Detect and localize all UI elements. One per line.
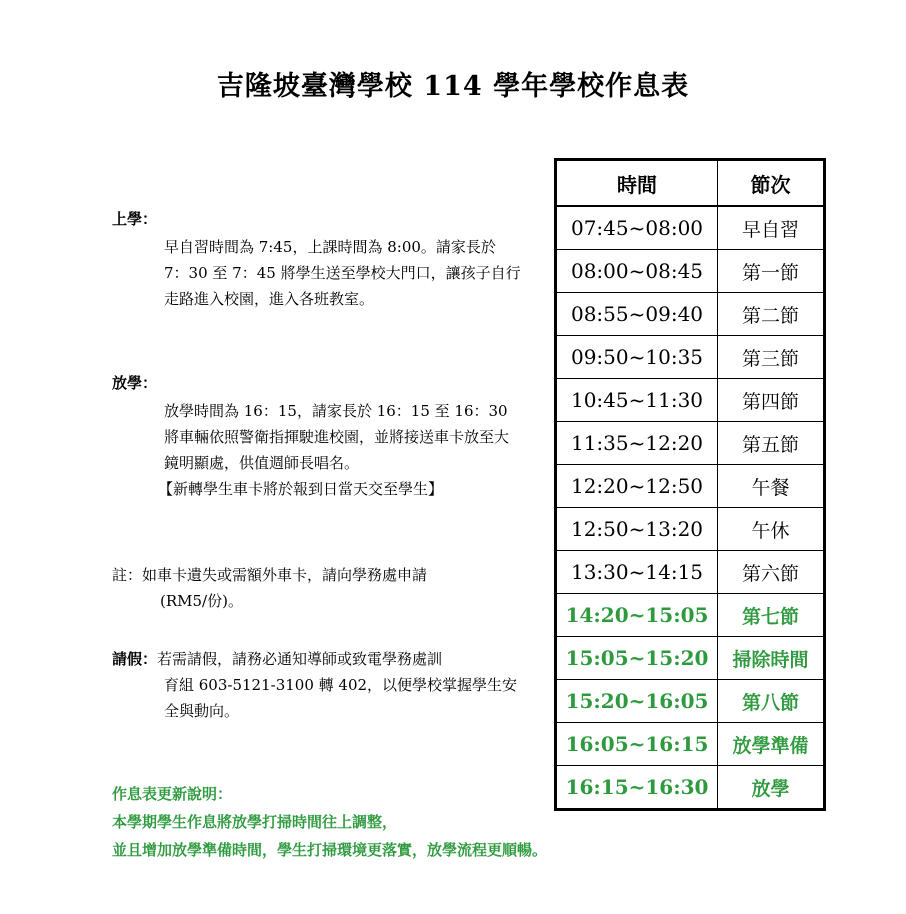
- table-header-row: [556, 160, 825, 207]
- time-cell: 11:35~12:20: [556, 422, 718, 465]
- period-cell: 第一節: [718, 250, 825, 293]
- schedule-body: [556, 206, 825, 810]
- update-notes: [112, 780, 547, 864]
- time-cell: 08:55~09:40: [556, 293, 718, 336]
- school-in-text: 早自習時間為 7:45，上課時間為 8:00。請家長於 7：30 至 7：45 將學生送至學校大門口，讓孩子自行走路進入校園，進入各班教室。: [164, 238, 521, 308]
- time-cell: 12:20~12:50: [556, 465, 718, 508]
- update-line2: 本學期學生作息將放學打掃時間往上調整，: [112, 813, 398, 831]
- header-period: 節次: [718, 160, 825, 207]
- period-cell: 第七節: [718, 594, 825, 637]
- header-time: 時間: [556, 160, 718, 207]
- time-cell: 15:05~15:20: [556, 637, 718, 680]
- table-row: [556, 766, 825, 810]
- time-cell: 09:50~10:35: [556, 336, 718, 379]
- table-row: [556, 250, 825, 293]
- table-row: [556, 637, 825, 680]
- leave-heading: 請假：: [112, 650, 158, 668]
- time-cell: 13:30~14:15: [556, 551, 718, 594]
- period-cell: 第五節: [718, 422, 825, 465]
- period-cell: 放學: [718, 766, 825, 810]
- time-cell: 16:05~16:15: [556, 723, 718, 766]
- update-line1: 作息表更新說明：: [112, 785, 233, 803]
- time-cell: 08:00~08:45: [556, 250, 718, 293]
- card-note-section: [112, 562, 427, 614]
- table-row: [556, 465, 825, 508]
- period-cell: 早自習: [718, 206, 825, 250]
- period-cell: 放學準備: [718, 723, 825, 766]
- table-row: [556, 594, 825, 637]
- card-note-text: 如車卡遺失或需額外車卡，請向學務處申請: [142, 566, 428, 584]
- school-out-heading: 放學：: [112, 374, 158, 392]
- table-row: [556, 379, 825, 422]
- time-cell: 12:50~13:20: [556, 508, 718, 551]
- table-row: [556, 508, 825, 551]
- period-cell: 第三節: [718, 336, 825, 379]
- table-row: [556, 336, 825, 379]
- period-cell: 第八節: [718, 680, 825, 723]
- leave-text2: 育組 603-5121-3100 轉 402，以便學校掌握學生安全與動向。: [164, 676, 518, 720]
- time-cell: 07:45~08:00: [556, 206, 718, 250]
- time-cell: 16:15~16:30: [556, 766, 718, 810]
- table-row: [556, 293, 825, 336]
- leave-section: [112, 646, 521, 724]
- school-out-section: [112, 370, 521, 502]
- school-in-heading: 上學：: [112, 210, 158, 228]
- period-cell: 第二節: [718, 293, 825, 336]
- school-out-text: 放學時間為 16：15，請家長於 16：15 至 16：30 將車輛依照警衛指揮駛進校園，並將接送車卡放至大鏡明顯處，供值週師長唱名。: [164, 402, 510, 472]
- period-cell: 午餐: [718, 465, 825, 508]
- card-note-text2: (RM5/份)。: [160, 592, 243, 610]
- table-row: [556, 723, 825, 766]
- table-row: [556, 422, 825, 465]
- table-row: [556, 680, 825, 723]
- time-cell: 10:45~11:30: [556, 379, 718, 422]
- time-cell: 15:20~16:05: [556, 680, 718, 723]
- period-cell: 第四節: [718, 379, 825, 422]
- leave-text: 若需請假，請務必通知導師或致電學務處訓: [157, 650, 443, 668]
- time-cell: 14:20~15:05: [556, 594, 718, 637]
- period-cell: 掃除時間: [718, 637, 825, 680]
- update-line3: 並且增加放學準備時間，學生打掃環境更落實，放學流程更順暢。: [112, 841, 548, 859]
- period-cell: 第六節: [718, 551, 825, 594]
- school-in-section: [112, 206, 521, 312]
- schedule-table: [554, 158, 826, 811]
- period-cell: 午休: [718, 508, 825, 551]
- school-out-note: 【新轉學生車卡將於報到日當天交至學生】: [158, 480, 444, 498]
- card-note-heading: 註：: [112, 566, 143, 584]
- table-row: [556, 206, 825, 250]
- page-title: 吉隆坡臺灣學校 114 學年學校作息表: [216, 71, 690, 102]
- table-row: [556, 551, 825, 594]
